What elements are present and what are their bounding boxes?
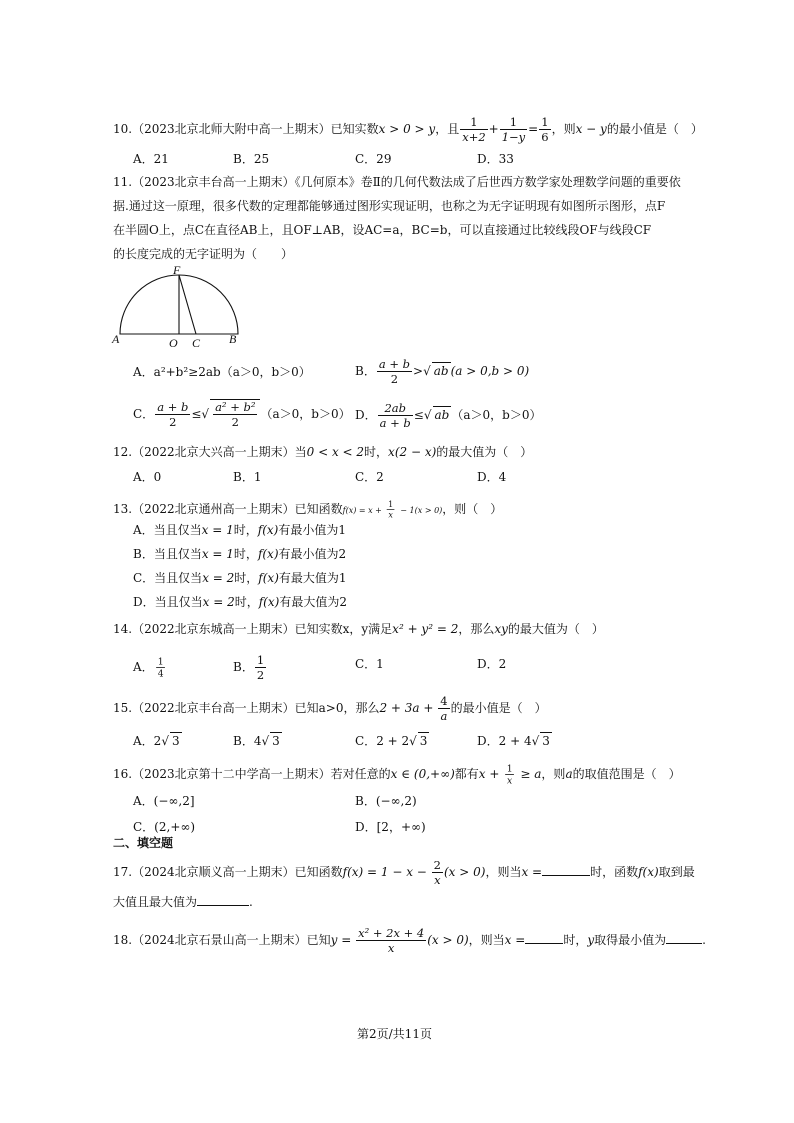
label-a: A <box>112 332 120 346</box>
question-18: 18.（2024北京石景山高一上期末）已知y = $\frac{\text{x² + 2x + 4}}{x}$ (x > 0)，则当x = 时，y取得最小值为 . <box>113 926 706 955</box>
label-f: F <box>173 264 181 277</box>
q13-option-c: C．当且仅当x = 2时，f(x)有最大值为1 <box>133 571 347 585</box>
q10-fraction-2: $\frac{1}{1-y}$ <box>501 115 526 144</box>
q12-option-a: A．0 <box>133 470 162 484</box>
q12-option-b: B．1 <box>233 470 262 484</box>
q14-option-b: B． $\frac{1}{2}$ <box>233 653 265 682</box>
q15-option-c: C．2 + 2√ 3 <box>355 734 428 748</box>
q11-option-d: D． $\frac{2ab}{a + b}$ ≤√ ab （a＞0，b＞0） <box>355 401 542 430</box>
q11-option-b: B． $\frac{a + b}{2}$ >√ ab (a > 0,b > 0) <box>355 357 530 386</box>
q11-line-1: 11.（2023北京丰台高一上期末）《几何原本》卷Ⅱ的几何代数法成了后世西方数学家处理数学问题的重要依 <box>113 175 681 189</box>
question-14: 14.（2022北京东城高一上期末）已知实数x，y满足x² + y² = 2，那么xy的最大值为（ ） <box>113 622 604 636</box>
semicircle-figure <box>108 264 248 348</box>
q17-blank-x[interactable] <box>542 863 590 876</box>
section-heading-fill-in: 二、填空题 <box>113 836 174 850</box>
q16-option-a: A．(−∞,2] <box>133 794 195 808</box>
q16-option-b: B．(−∞,2) <box>355 794 417 808</box>
q14-option-d: D．2 <box>477 657 507 671</box>
q14-option-a: A． $\frac{1}{4}$ <box>133 655 164 680</box>
q11-line-3: 在半圆O上，点C在直径AB上，且OF⊥AB，设AC=a，BC=b，可以直接通过比较线段OF与线段CF <box>113 223 652 237</box>
q10-fraction-1: $\frac{1}{x+2}$ <box>462 115 486 144</box>
q13-option-b: B．当且仅当x = 1时，f(x)有最小值为2 <box>133 547 347 561</box>
q10-condition: x > 0 > y <box>378 122 436 136</box>
q13-option-d: D．当且仅当x = 2时，f(x)有最大值为2 <box>133 595 347 609</box>
q11-option-a: A．a²+b²≥2ab（a＞0，b＞0） <box>133 365 311 379</box>
question-13: 13.（2022北京通州高一上期末）已知函数f(x) = x + $\frac{1}{x}$ − 1(x > 0)，则（ ） <box>113 499 503 520</box>
q16-option-c: C．(2,+∞) <box>133 820 196 834</box>
q15-option-b: B．4√ 3 <box>233 734 280 748</box>
q11-line-2: 据.通过这一原理，很多代数的定理都能够通过图形实现证明，也称之为无字证明现有如图所示图形，点F <box>113 199 666 213</box>
question-15: 15.（2022北京丰台高一上期末）已知a>0，那么2 + 3a + $\frac{4}{a}$ 的最小值是（ ） <box>113 694 547 723</box>
q18-blank-x[interactable] <box>525 931 563 944</box>
page-footer: 第2页/共11页 <box>357 1027 432 1041</box>
label-c: C <box>192 336 201 348</box>
label-b: B <box>229 332 237 346</box>
label-o: O <box>169 336 178 348</box>
q12-option-c: C．2 <box>355 470 384 484</box>
q10-option-b: B．25 <box>233 152 270 166</box>
q11-option-c: C． $\frac{a + b}{2}$ ≤√ $\frac{\text{a² + b²}}{2}$ （a＞0，b＞0） <box>133 400 351 429</box>
q18-blank-min[interactable] <box>666 931 702 944</box>
question-16: 16.（2023北京第十二中学高一上期末）若对任意的x ∈ (0,+∞)都有x + $\frac{1}{x}$ ≥ a，则a的取值范围是（ ） <box>113 762 681 787</box>
q16-option-d: D．[2，+∞) <box>355 820 426 834</box>
q10-option-d: D．33 <box>477 152 514 166</box>
q14-option-c: C．1 <box>355 657 384 671</box>
q17-blank-max[interactable] <box>197 893 249 906</box>
question-17: 17.（2024北京顺义高一上期末）已知函数f(x) = 1 − x − $\frac{2}{x}$ (x > 0)，则当x = 时，函数f(x)取到最 <box>113 858 695 887</box>
question-12: 12.（2022北京大兴高一上期末）当0 < x < 2时，x(2 − x)的最大值为（ ） <box>113 445 533 459</box>
q10-option-c: C．29 <box>355 152 392 166</box>
q11-line-4: 的长度完成的无字证明为（ ） <box>113 247 294 261</box>
q13-option-a: A．当且仅当x = 1时，f(x)有最小值为1 <box>133 523 346 537</box>
q10-option-a: A．21 <box>133 152 169 166</box>
q17-line-2: 大值且最大值为 . <box>113 895 253 909</box>
q15-option-a: A．2√ 3 <box>133 734 180 748</box>
q10-fraction-3: $\frac{1}{6}$ <box>541 115 549 144</box>
segment-cf <box>179 275 196 334</box>
q15-option-d: D．2 + 4√ 3 <box>477 734 550 748</box>
question-10: 10.（2023北京北师大附中高一上期末）已知实数x > 0 > y，且 $\frac{1}{x+2}$ + $\frac{1}{1-y}$ = $\frac{1}{6}$ ，则x − y的最小值是（ ） <box>113 115 703 144</box>
q12-option-d: D．4 <box>477 470 507 484</box>
